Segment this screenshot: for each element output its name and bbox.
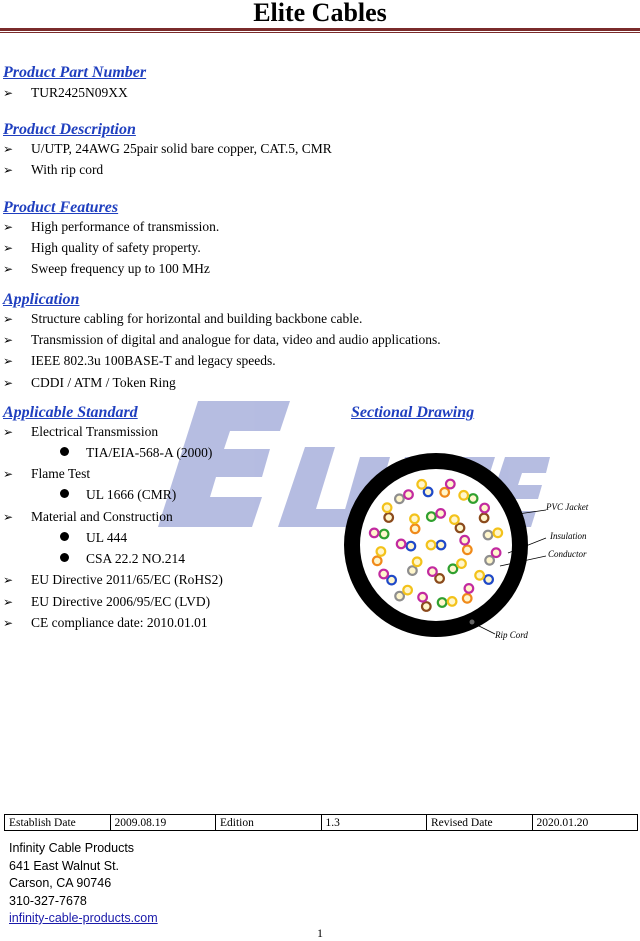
wire-conductor <box>446 480 455 489</box>
wire-conductor <box>450 515 459 524</box>
list-item: ➢ IEEE 802.3u 100BASE-T and legacy speeds. <box>3 353 276 368</box>
wire-conductor <box>480 504 489 513</box>
wire-conductor <box>428 567 437 576</box>
sub-list-item: CSA 22.2 NO.214 <box>60 551 185 567</box>
wire-conductor <box>465 584 474 593</box>
wire-conductor <box>424 488 433 497</box>
wire-conductor <box>427 512 436 521</box>
dot-bullet-icon <box>60 532 69 541</box>
arrow-bullet-icon: ➢ <box>3 142 14 156</box>
dot-bullet-icon <box>60 553 69 562</box>
list-item: ➢ High performance of transmission. <box>3 219 220 234</box>
document-title: Elite Cables <box>253 0 387 27</box>
arrow-bullet-icon: ➢ <box>3 262 14 276</box>
page-number: 1 <box>317 926 323 940</box>
wire-conductor <box>449 565 458 574</box>
title-rule-thick <box>0 28 640 31</box>
list-item: ➢ CDDI / ATM / Token Ring <box>3 375 176 390</box>
list-item: ➢ Sweep frequency up to 100 MHz <box>3 261 210 276</box>
list-item: ➢ Transmission of digital and analogue for data, video and audio applications. <box>3 332 441 347</box>
wire-conductor <box>484 531 493 540</box>
edition-value: 1.3 <box>321 815 427 831</box>
wire-conductor <box>383 503 392 512</box>
wire-conductor <box>456 524 465 533</box>
list-item: ➢ EU Directive 2006/95/EC (LVD) <box>3 594 211 609</box>
wire-conductor <box>370 529 379 538</box>
wire-conductor <box>395 592 404 601</box>
arrow-bullet-icon: ➢ <box>3 510 14 524</box>
wire-conductor <box>427 541 436 550</box>
wire-conductor <box>403 586 412 595</box>
wire-conductor <box>469 494 478 503</box>
wire-conductor <box>408 566 417 575</box>
wire-conductor <box>404 490 413 499</box>
arrow-bullet-icon: ➢ <box>3 354 14 368</box>
wire-conductor <box>492 548 501 557</box>
list-item: ➢ U/UTP, 24AWG 25pair solid bare copper, CAT.5, CMR <box>3 141 332 156</box>
arrow-bullet-icon: ➢ <box>3 241 14 255</box>
wire-conductor <box>436 509 445 518</box>
arrow-bullet-icon: ➢ <box>3 595 14 609</box>
features-heading: Product Features <box>3 199 119 216</box>
wire-conductor <box>377 547 386 556</box>
wire-conductor <box>494 529 503 538</box>
arrow-bullet-icon: ➢ <box>3 467 14 481</box>
arrow-bullet-icon: ➢ <box>3 86 14 100</box>
list-item: ➢ CE compliance date: 2010.01.01 <box>3 615 208 630</box>
arrow-bullet-icon: ➢ <box>3 163 14 177</box>
wire-conductor <box>380 530 389 539</box>
pvc-jacket-label: PVC Jacket <box>546 502 589 512</box>
wire-conductor <box>457 559 466 568</box>
insulation-label: Insulation <box>550 531 587 541</box>
wire-conductor <box>475 571 484 580</box>
wire-conductor <box>410 515 419 524</box>
list-item: ➢ EU Directive 2011/65/EC (RoHS2) <box>3 572 223 587</box>
wire-conductor <box>463 546 472 555</box>
arrow-bullet-icon: ➢ <box>3 573 14 587</box>
list-item: ➢ TUR2425N09XX <box>3 85 128 100</box>
wire-conductor <box>418 593 427 602</box>
establish-date-value: 2009.08.19 <box>110 815 216 831</box>
company-name: Infinity Cable Products <box>9 841 135 855</box>
edition-label: Edition <box>216 815 322 831</box>
wire-conductor <box>397 540 406 549</box>
phone-number: 310-327-7678 <box>9 893 87 908</box>
sub-list-item: UL 1666 (CMR) <box>60 487 176 503</box>
sub-list-item: TIA/EIA-568-A (2000) <box>60 445 212 461</box>
company-address <box>9 840 158 928</box>
wire-conductor <box>440 488 449 497</box>
wire-conductor <box>379 570 388 579</box>
street-address: 641 East Walnut St. <box>9 858 120 873</box>
list-item: ➢ Material and Construction <box>3 509 173 524</box>
city-address: Carson, CA 90746 <box>9 876 112 890</box>
arrow-bullet-icon: ➢ <box>3 220 14 234</box>
wire-conductor <box>387 576 396 585</box>
wire-conductor <box>435 574 444 583</box>
wire-conductor <box>438 598 447 607</box>
establish-date-label: Establish Date <box>5 815 111 831</box>
title-rule-thin <box>0 32 640 33</box>
wire-conductor <box>459 491 468 500</box>
wire-conductor <box>413 558 422 567</box>
dot-bullet-icon <box>60 489 69 498</box>
sectional-drawing-heading: Sectional Drawing <box>351 404 475 421</box>
rip-cord-label: Rip Cord <box>495 630 528 640</box>
description-heading: Product Description <box>3 121 136 138</box>
arrow-bullet-icon: ➢ <box>3 376 14 390</box>
rip-cord-dot <box>470 620 475 625</box>
sub-list-item: UL 444 <box>60 530 127 546</box>
wire-conductor <box>417 480 426 489</box>
wire-conductor <box>422 602 431 611</box>
conductor-label: Conductor <box>548 549 587 559</box>
list-item: ➢ Electrical Transmission <box>3 424 159 439</box>
application-heading: Application <box>3 291 80 308</box>
dot-bullet-icon <box>60 447 69 456</box>
revised-date-label: Revised Date <box>427 815 533 831</box>
arrow-bullet-icon: ➢ <box>3 616 14 630</box>
list-item: ➢ Structure cabling for horizontal and building backbone cable. <box>3 311 363 326</box>
cable-cross-section-drawing <box>340 440 640 655</box>
wire-conductor <box>395 495 404 504</box>
wire-conductor <box>373 557 382 566</box>
revised-date-value: 2020.01.20 <box>532 815 638 831</box>
wire-conductor <box>407 542 416 551</box>
part-number-heading: Product Part Number <box>3 64 147 81</box>
table-row <box>5 815 638 831</box>
wire-conductor <box>485 556 494 565</box>
wire-conductor <box>484 575 493 584</box>
wire-conductor <box>437 541 446 550</box>
arrow-bullet-icon: ➢ <box>3 333 14 347</box>
arrow-bullet-icon: ➢ <box>3 312 14 326</box>
wire-conductor <box>411 525 420 534</box>
standard-heading: Applicable Standard <box>3 404 138 421</box>
document-info-table <box>4 814 638 831</box>
list-item: ➢ With rip cord <box>3 162 104 177</box>
wire-conductor <box>463 594 472 603</box>
list-item: ➢ Flame Test <box>3 466 91 481</box>
list-item: ➢ High quality of safety property. <box>3 240 201 255</box>
arrow-bullet-icon: ➢ <box>3 425 14 439</box>
wire-conductor <box>384 513 393 522</box>
website-link[interactable]: infinity-cable-products.com <box>9 911 158 925</box>
wire-conductor <box>460 536 469 545</box>
wire-conductor <box>480 514 489 523</box>
wire-conductor <box>448 597 457 606</box>
